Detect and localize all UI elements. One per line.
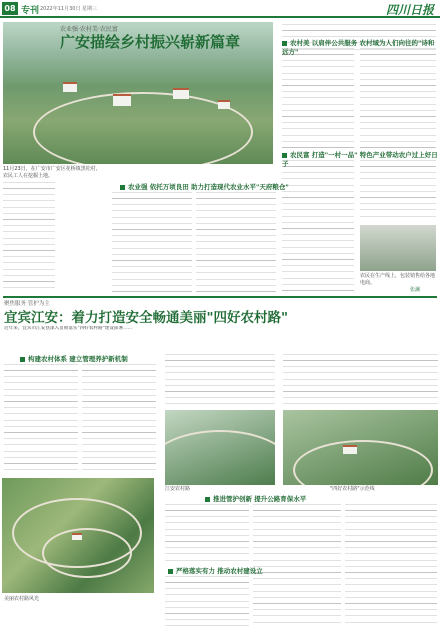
feature1-column-7 [360,160,436,222]
feature1-subhead-1: 农业强 依托万顷良田 助力打造现代农业水平"天府粮仓" [120,182,289,191]
photo-road [165,430,275,485]
feature2-photo-landscape [283,410,438,485]
photo-house [63,82,77,92]
feature2-photo3-caption: 美丽农村路风光 [4,596,40,602]
feature1-photo-caption: 11月23日，在广安市广安区花桥镇黑松村，农民工人在挖掘土地。 [3,166,101,179]
feature2-column-6 [253,504,341,624]
photo-house [113,94,131,106]
feature1-photo-2 [360,225,436,271]
feature2-title: 宜宾江安：着力打造安全畅通美丽"四好农村路" [4,310,289,326]
feature1-column-2 [112,192,192,292]
feature2-subhead-2: 推进管护创新 提升公路育保水平 [205,494,306,503]
feature1-column-5 [360,48,436,148]
feature1-byline: 张澜 [410,287,421,293]
feature2-column-1 [4,364,78,474]
feature2-subhead-3: 严格落实有力 推动农村建设立 [168,566,263,575]
photo-house [173,88,189,99]
issue-date: 2022年11月30日 星期三 [40,6,98,12]
feature1-kicker: 农业强·农村美·农民富 [60,26,118,33]
feature2-column-5 [165,504,249,562]
newspaper-logo: 四川日报 [385,3,434,17]
photo-house [218,100,230,109]
photo-house [343,445,357,454]
photo-road [42,528,132,578]
feature1-title: 广安描绘乡村振兴崭新篇章 [60,33,241,51]
masthead [0,0,440,18]
feature2-photo5-caption: "四好农村路"示范线 [330,486,375,492]
feature2-photo-aerial [2,478,154,593]
feature1-column-3 [196,192,276,292]
feature2-subhead-1: 构建农村体系 建立管理养护新机制 [20,354,128,363]
feature1-column-6 [282,160,354,292]
feature1-photo-2-caption: 农民在生产线上，包装销售给各地电商。 [360,273,436,286]
feature1-column-4 [282,48,354,148]
section-name: 专刊 [21,6,40,16]
feature1-left-column [3,182,55,292]
feature2-lead [4,326,436,352]
section-divider [3,296,437,298]
feature2-photo4-caption: 江安农村路 [165,486,191,492]
photo-house [72,533,82,540]
feature2-kicker: 聚焦服务 管护为主 [4,301,50,307]
feature2-column-3 [165,354,275,406]
feature2-photo-road [165,410,275,485]
feature1-subhead-2: 农村美 以肩伴公共服务 农村域为人们向往的"诗和远方" [282,38,440,56]
feature2-lead-text: 近年来，宜宾市江安县深入贯彻落实"四好农村路"建设部署…… [4,326,133,331]
feature1-subhead-3: 农民富 打造"一村一品" 特色产业带动农户过上好日子 [282,150,440,168]
feature2-column-8 [165,576,249,626]
page-number: 08 [2,2,18,15]
photo-road [293,440,433,485]
feature2-column-7 [345,504,437,624]
feature2-column-4 [283,354,438,406]
feature2-column-2 [82,364,156,474]
